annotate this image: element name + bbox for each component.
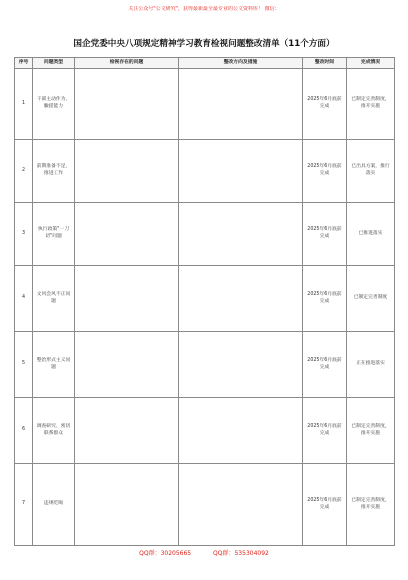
row-deadline: 2025年6月底前完成 [303,140,347,203]
row-category: 调查研究、密切联系群众 [33,398,75,464]
table-header-row [15,58,395,69]
row-status: 正在推进落实 [347,332,395,398]
row-category: 违规吃喝 [33,464,75,546]
table-row [15,140,395,203]
row-category: 整治形式主义问题 [33,332,75,398]
row-deadline: 2025年6月底前完成 [303,464,347,546]
header-problem: 检视存在的问题 [75,58,179,69]
row-deadline: 2025年6月底前完成 [303,203,347,266]
row-no: 6 [15,398,33,464]
row-no: 3 [15,203,33,266]
row-problem [75,332,179,398]
row-status: 已制定完善制度，推开实施 [347,464,395,546]
row-category: 前期准备不足，推进工作 [33,140,75,203]
header-deadline: 整改时间 [303,58,347,69]
row-problem [75,69,179,140]
row-status: 已制定完善制度，推开实施 [347,69,395,140]
row-deadline: 2025年6月底前完成 [303,266,347,332]
row-problem [75,140,179,203]
header-measures: 整改方向及措施 [179,58,303,69]
table-row [15,203,395,266]
row-category: 干部主动作为、驗提能力 [33,69,75,140]
row-deadline: 2025年6月底前完成 [303,69,347,140]
row-no: 5 [15,332,33,398]
contact-footer [0,548,408,557]
row-status: 已推进落实 [347,203,395,266]
table-row [15,464,395,546]
promo-watermark: 关注公众号"公文研究"，获得最新最全最专业的公文资料库！ 微信： [128,6,280,12]
row-category: 执行政策"一刀切"问题 [33,203,75,266]
header-status: 完成情况 [347,58,395,69]
row-status: 已制定完善制度，推开实施 [347,398,395,464]
table-row [15,332,395,398]
row-measures [179,203,303,266]
row-problem [75,464,179,546]
row-problem [75,266,179,332]
row-no: 1 [15,69,33,140]
rectification-table [14,57,395,546]
row-measures [179,464,303,546]
row-deadline: 2025年6月底前完成 [303,398,347,464]
row-measures [179,140,303,203]
row-status: 已出具方案，推行落实 [347,140,395,203]
qq-group-2: QQ群：535304092 [213,550,269,557]
header-category: 问题类型 [33,58,75,69]
row-measures [179,266,303,332]
row-problem [75,203,179,266]
row-status: 已制定完善制度 [347,266,395,332]
row-no: 7 [15,464,33,546]
document-title: 国企党委中央八项规定精神学习教育检视问题整改清单（11个方面） [73,39,335,49]
row-measures [179,398,303,464]
header-no: 序号 [15,58,33,69]
qq-group-1: QQ群：30205665 [139,550,192,557]
table-row [15,69,395,140]
row-category: 文风会风不正问题 [33,266,75,332]
row-problem [75,398,179,464]
row-measures [179,332,303,398]
row-measures [179,69,303,140]
row-no: 2 [15,140,33,203]
row-no: 4 [15,266,33,332]
table-row [15,266,395,332]
row-deadline: 2025年6月底前完成 [303,332,347,398]
table-row [15,398,395,464]
